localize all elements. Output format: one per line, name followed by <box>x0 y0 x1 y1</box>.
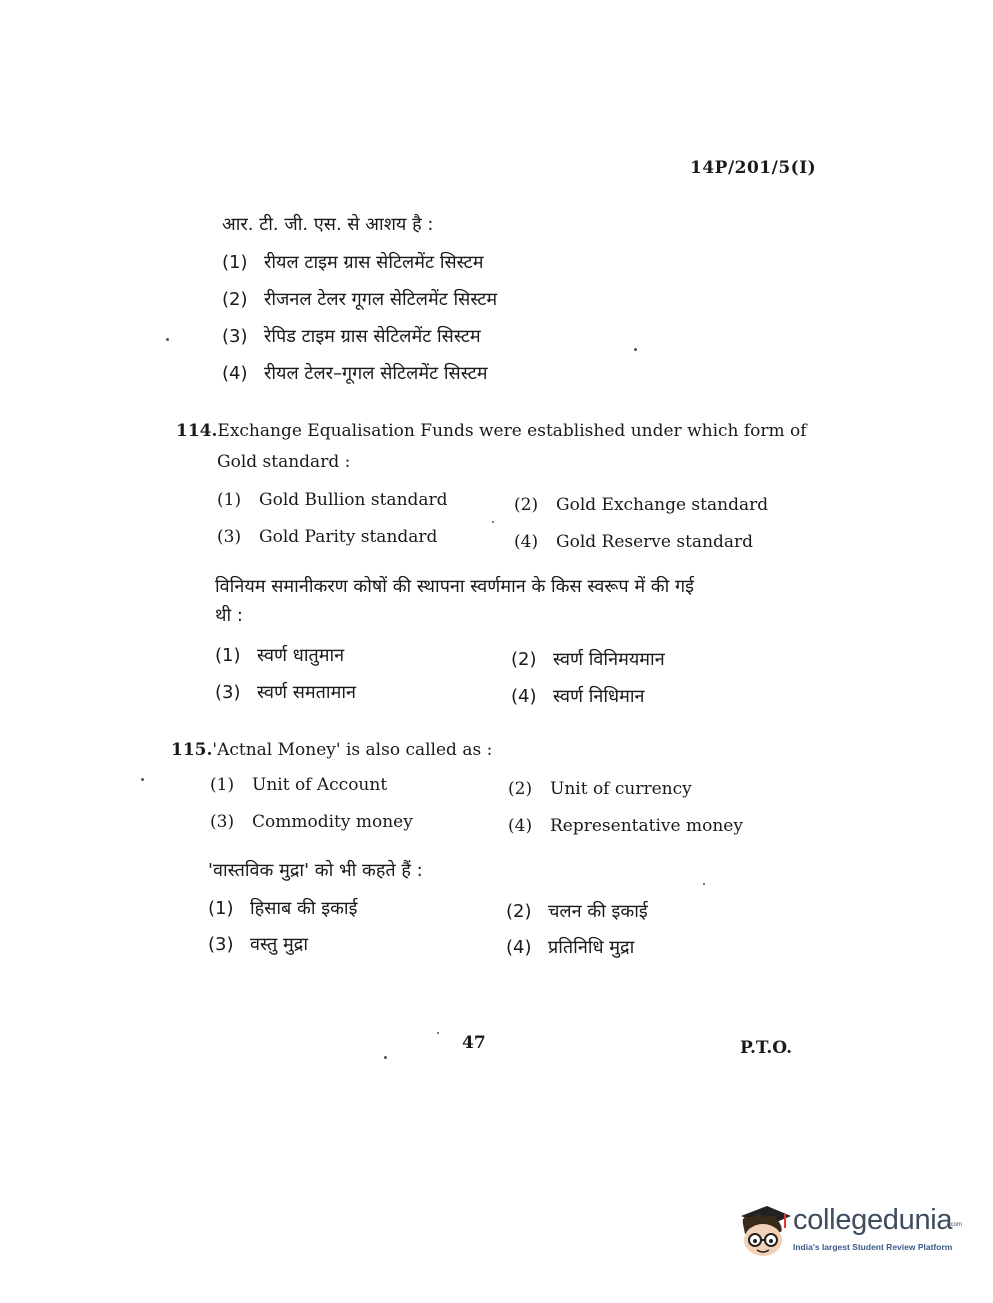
scan-speck <box>141 778 144 781</box>
option-text: Gold Parity standard <box>259 527 438 547</box>
option-number: (1) <box>208 898 234 919</box>
q113-hindi-stem: आर. टी. जी. एस. से आशय है : <box>222 214 434 235</box>
q113-hindi-option-2 <box>222 287 497 311</box>
option-number: (3) <box>222 326 248 347</box>
option-number: (2) <box>508 779 533 799</box>
option-text: चलन की इकाई <box>548 901 648 922</box>
watermark-tagline: India's largest Student Review Platform <box>793 1242 953 1252</box>
option-text: स्वर्ण धातुमान <box>257 645 345 666</box>
scan-speck <box>437 1032 439 1034</box>
option-text: स्वर्ण समतामान <box>257 682 357 703</box>
option-number: (1) <box>222 252 248 273</box>
q113-hindi-option-1 <box>222 250 483 274</box>
option-text: हिसाब की इकाई <box>250 898 358 919</box>
question-text: Exchange Equalisation Funds were established under which form of <box>217 421 807 441</box>
option-number: (2) <box>514 495 539 515</box>
option-number: (3) <box>215 682 241 703</box>
watermark-brand: collegedunia <box>793 1204 953 1236</box>
q115-hindi-stem: 'वास्तविक मुद्रा' को भी कहते हैं : <box>208 860 423 881</box>
q114-option-2 <box>514 495 768 515</box>
scan-speck <box>634 348 637 351</box>
q115-hindi-option-4 <box>506 935 634 959</box>
paper-code: 14P/201/5(I) <box>690 158 817 178</box>
q114-option-1 <box>217 490 448 510</box>
option-text: रीयल टाइम ग्रास सेटिलमेंट सिस्टम <box>264 252 484 273</box>
option-text: Gold Reserve standard <box>556 532 754 552</box>
option-text: Representative money <box>550 816 743 836</box>
q115-hindi-option-1 <box>208 896 357 920</box>
question-number: 114. <box>176 421 218 441</box>
q114-stem-line2: Gold standard : <box>217 452 351 472</box>
option-text: रीजनल टेलर गूगल सेटिलमेंट सिस्टम <box>264 289 498 310</box>
q114-option-3 <box>217 527 437 547</box>
option-text: रीयल टेलर–गूगल सेटिलमेंट सिस्टम <box>264 363 488 384</box>
scan-speck <box>703 883 705 885</box>
q114-hindi-option-2 <box>511 647 665 671</box>
collegedunia-watermark <box>735 1196 965 1266</box>
q114-hindi-option-1 <box>215 643 344 667</box>
option-text: Gold Bullion standard <box>259 490 448 510</box>
watermark-domain-suffix: .com <box>949 1222 963 1228</box>
option-text: Unit of currency <box>550 779 692 799</box>
q114-hindi-option-4 <box>511 684 645 708</box>
q114-hindi-stem-line1: विनियम समानीकरण कोषों की स्थापना स्वर्णमान के किस स्वरूप में की गई <box>215 576 694 597</box>
question-number: 115. <box>171 740 213 760</box>
option-text: रेपिड टाइम ग्रास सेटिलमेंट सिस्टम <box>264 326 481 347</box>
option-number: (2) <box>511 649 537 670</box>
option-number: (3) <box>217 527 242 547</box>
scan-speck <box>492 521 494 523</box>
option-number: (4) <box>508 816 533 836</box>
option-number: (2) <box>506 901 532 922</box>
option-number: (4) <box>506 937 532 958</box>
option-text: प्रतिनिधि मुद्रा <box>548 937 635 958</box>
q115-option-4 <box>508 816 743 836</box>
q115-hindi-option-3 <box>208 932 308 956</box>
option-number: (1) <box>217 490 242 510</box>
mascot-icon <box>735 1200 793 1260</box>
option-number: (2) <box>222 289 248 310</box>
scan-speck <box>384 1056 387 1059</box>
page-number: 47 <box>462 1033 486 1053</box>
q114-hindi-stem-line2: थी : <box>215 605 243 626</box>
option-number: (4) <box>511 686 537 707</box>
option-text: स्वर्ण विनिमयमान <box>553 649 665 670</box>
q115-option-1 <box>210 775 387 795</box>
option-text: स्वर्ण निधिमान <box>553 686 645 707</box>
option-text: Unit of Account <box>252 775 388 795</box>
pto-label: P.T.O. <box>740 1038 792 1058</box>
option-number: (1) <box>210 775 235 795</box>
option-text: Gold Exchange standard <box>556 495 769 515</box>
option-text: Commodity money <box>252 812 413 832</box>
option-number: (3) <box>208 934 234 955</box>
q115-stem <box>171 740 492 760</box>
option-number: (3) <box>210 812 235 832</box>
option-number: (1) <box>215 645 241 666</box>
option-number: (4) <box>514 532 539 552</box>
q114-option-4 <box>514 532 753 552</box>
option-text: वस्तु मुद्रा <box>250 934 308 955</box>
q115-option-3 <box>210 812 413 832</box>
q115-hindi-option-2 <box>506 899 648 923</box>
q114-hindi-option-3 <box>215 680 356 704</box>
q115-option-2 <box>508 779 692 799</box>
option-number: (4) <box>222 363 248 384</box>
q113-hindi-option-4 <box>222 361 488 385</box>
q114-stem-line1 <box>176 421 807 441</box>
q113-hindi-option-3 <box>222 324 481 348</box>
scan-speck <box>166 338 169 341</box>
question-text: 'Actnal Money' is also called as : <box>212 740 493 760</box>
